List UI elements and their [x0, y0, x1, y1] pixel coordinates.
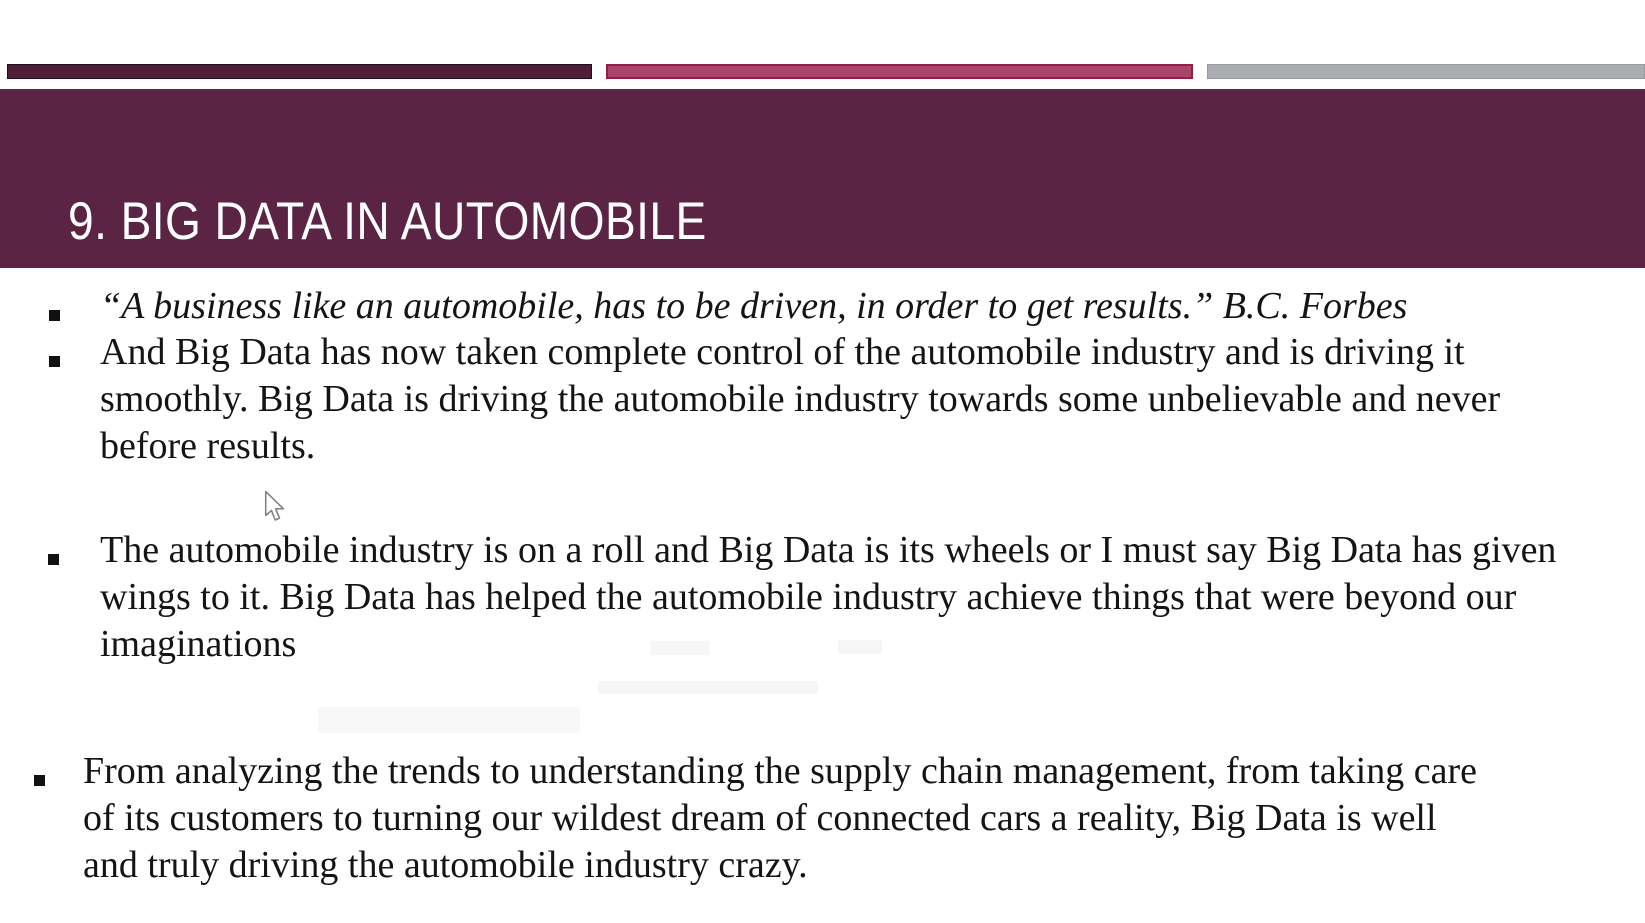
bullet-paragraph-2 [100, 527, 1556, 668]
bullet-square-icon [34, 775, 45, 786]
bullet-quote [100, 283, 1407, 330]
bullet-square-icon [49, 310, 60, 321]
bullet-square-icon [48, 554, 59, 565]
bullet-paragraph-3 [83, 748, 1477, 889]
paragraph-line: And Big Data has now taken complete control of the automobile industry and is driving it [100, 331, 1465, 373]
paragraph-line: The automobile industry is on a roll and Big Data is its wheels or I must say Big Data has given [100, 529, 1557, 571]
quote-line: “A business like an automobile, has to be driven, in order to get results.” B.C. Forbes [100, 285, 1408, 327]
paragraph-line: From analyzing the trends to understanding the supply chain management, from taking care [83, 750, 1477, 792]
paragraph-line: wings to it. Big Data has helped the automobile industry achieve things that were beyond our [100, 576, 1517, 618]
paragraph-line: imaginations [100, 623, 297, 665]
slide-title: 9. BIG DATA IN AUTOMOBILE [68, 192, 707, 251]
compression-ghost [598, 681, 818, 694]
mouse-cursor-icon [263, 490, 287, 524]
bullet-paragraph-1 [100, 329, 1500, 470]
compression-ghost [838, 640, 882, 654]
title-banner [0, 89, 1645, 268]
paragraph-line: before results. [100, 425, 316, 467]
accent-bar-left [7, 64, 592, 79]
paragraph-line: smoothly. Big Data is driving the automobile industry towards some unbelievable and never [100, 378, 1501, 420]
accent-bar-middle [606, 64, 1193, 79]
compression-ghost [318, 707, 580, 733]
bullet-square-icon [49, 356, 60, 367]
compression-ghost [650, 641, 710, 655]
accent-bar-right [1207, 64, 1645, 79]
paragraph-line: and truly driving the automobile industry crazy. [83, 844, 808, 886]
paragraph-line: of its customers to turning our wildest dream of connected cars a reality, Big Data is well [83, 797, 1437, 839]
